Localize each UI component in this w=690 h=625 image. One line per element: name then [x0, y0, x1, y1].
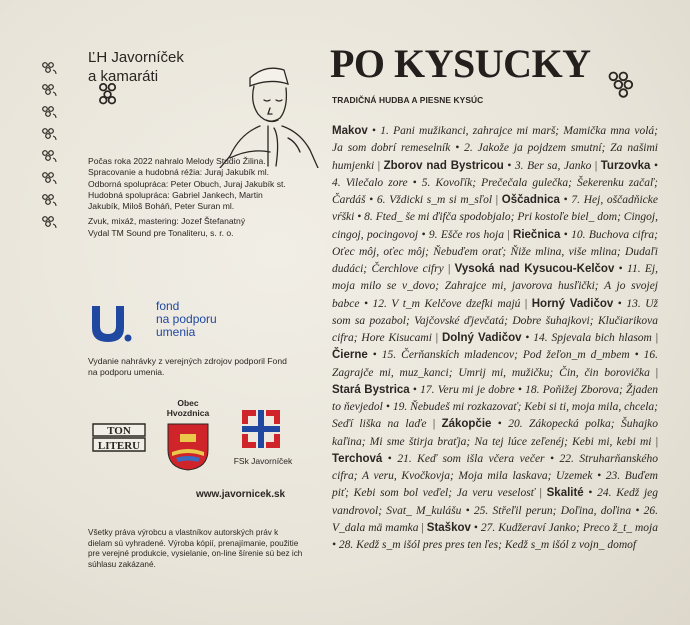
place-name: Terchová: [332, 452, 383, 465]
place-name: Stará Bystrica: [332, 383, 410, 396]
song-list: 7. Hej, oščadňicke vŕški • 8. Fted_ še mi ďifča spodobjalo; Pri kostoľe biel_ dom; Cingoj, cingoj, pocingovoj • 9. Ešče ros hoja: [332, 194, 658, 241]
place-name: Skalité: [546, 487, 584, 500]
album-subtitle: TRADIČNÁ HUDBA A PIESNE KYSÚC: [332, 95, 484, 105]
obec-coat-of-arms-icon: [166, 422, 210, 472]
place-name: Dolný Vadičov: [441, 332, 522, 344]
place-name: Zákopčie: [441, 418, 492, 431]
fund-name: fond na podporu umenia: [156, 299, 217, 339]
support-note: Vydanie nahrávky z verejných zdrojov podporil Fond na podporu umenia.: [88, 356, 287, 378]
group-name-line2: a kamaráti: [88, 68, 159, 85]
place-name: Staškov: [426, 521, 471, 534]
song-list: 13. Už som sa pozabol; Vajčovské ďjevčatá; Dobre šuhajkovi; Klučiarikova cifra; Hore Kisucami: [332, 297, 658, 344]
song-list: 3. Ber sa, Janko: [514, 159, 592, 172]
tonaliteru-text-top: TON: [107, 425, 131, 437]
song-list: 27. Kudžeraví Janko; Preco ž_t_ moja • 28. Kedž s_m išól pres pres ten ľes; Kedž s_m išól z vojn_ domof: [332, 521, 659, 551]
fund-logo-icon: [88, 300, 132, 344]
credits-block: [88, 156, 288, 243]
song-list: 20. Zákopecká polka; Šuhajko kaľina; Mi sme štirja braťja; Na tej lúce zeľenéj; Kebi mi, kebi mi: [332, 418, 659, 448]
place-name: Oščadnica: [501, 194, 560, 206]
grape-ornament-icon: [40, 214, 58, 232]
credit-line: Vydal TM Sound pre Tonaliteru, s. r. o.: [88, 227, 234, 238]
song-list: 10. Buchova cifra; Oťec môj, oťec môj; Ňebuďem orať; Ňiže mlina, više mlina; Dudaľi dudáci; Čerchlove cifry: [332, 228, 658, 275]
song-list: 15. Čerňanskích mladencov; Pod žeľon_m d_mbem • 16. Zagrajče mi, muz_kanci; Umrij mi, mužičku; Čin, čin borovička: [332, 349, 659, 379]
place-name: Čierne: [332, 349, 368, 362]
place-name: Zborov nad Bystricou: [383, 159, 504, 172]
grape-ornament-icon: [40, 82, 58, 100]
song-list: 1. Pani mužikanci, zahrajce mi marš; Mamička mna volá; Ja som dobrí remeselník • 2. Jakože ja pojdzem smutní; Za našimi humjenki: [332, 125, 659, 172]
place-name: Riečnica: [513, 228, 561, 241]
place-name: Turzovka: [600, 159, 651, 172]
group-name: [88, 48, 184, 86]
musician-portrait-illustration: [210, 48, 325, 168]
grape-ornament-icon: [40, 192, 58, 210]
credit-line: Počas roka 2022 nahralo Melody Studio Žilina.: [88, 156, 266, 166]
rights-notice: Všetky práva výrobcu a vlastníkov autorských práv k dielam sú vyhradené. Výroba kópií, prenajímanie, použitie pre verejné produkcie, vysielanie, on-line šírenie sú bez ich súhlasu zakázané.: [88, 528, 303, 569]
website-link[interactable]: www.javornicek.sk: [196, 489, 286, 500]
grape-ornament-icon: [40, 126, 58, 144]
song-list: 14. Spjevala bich hlasom: [533, 332, 652, 344]
song-list: 21. Keď som išla včera večer • 22. Struharňanského cifra; A veru, Kvočkovja; Moja mila laskava; Uzemek • 23. Buďem piť; Kebi som bol veďel; Ja veru veselosť: [332, 452, 659, 500]
credit-line: Odborná spolupráca: Peter Obuch, Juraj Jakubík st.: [88, 178, 286, 189]
group-name-line1: ĽH Javorníček: [88, 49, 184, 66]
grape-ornament-icon: [40, 104, 58, 122]
partner-logos: [88, 398, 298, 478]
song-list: 24. Kedž jeg vandrovol; Svat_ M_kulášu • 25. Střeľil perun; Doľina, doľina • 26. V_dala mä mamka: [332, 487, 658, 534]
credit-line: Hudobná spolupráca: Gabriel Jankech, Martin Jakubík, Miloš Boháň, Peter Suran ml.: [88, 189, 263, 212]
fsk-label: FSk Javorníček: [233, 456, 293, 466]
place-name: Makov: [332, 125, 368, 137]
grape-ornament-icon: [40, 170, 58, 188]
place-name: Horný Vadičov: [531, 297, 614, 310]
credit-line: Zvuk, mixáž, mastering: Jozef Štefanatný: [88, 216, 246, 227]
album-title: PO KYSUCKY: [330, 41, 591, 86]
obec-label: Obec Hvozdnica: [166, 398, 210, 418]
grape-ornament-icon: [40, 60, 58, 78]
song-list: 4. Vilečalo zore • 5. Kovoľík; Prečečala gulečka; Šekerenku začaľ; Čardáš • 6. Vždicki s_m si m_sľol: [332, 176, 658, 206]
credit-line: Spracovanie a hudobná réžia: Juraj Jakubík ml.: [88, 167, 270, 178]
grape-ornament-icon: [605, 68, 635, 98]
tonaliteru-text-bottom: LITERU: [97, 440, 141, 452]
fsk-javornicek-logo-icon: [240, 408, 282, 450]
song-list: 17. Veru mi je dobre • 18. Poňižej Zborova; Žjaden to ňevjedol • 19. Ňebudeš mi rozkazovať; Kebi si ti, moja mila, chcela; Seďí liška na laďe: [332, 383, 658, 431]
grape-ornament-icon: [40, 148, 58, 166]
tonaliteru-logo: [90, 420, 148, 454]
tracklist: Makov • 1. Pani mužikanci, zahrajce mi marš; Mamička mna volá; Ja som dobrí remeselník • 2. Jakože ja pojdzem smutní; Za našimi humjenki | Zborov nad Bystricou • 3. Ber sa, Janko | Turzovka • 4. Vilečalo zore • 5. Kovoľík; Prečečala gulečka; Šekerenku začaľ; Čardáš • 6. Vždicki s_m si m_sľol | Oščadnica • 7. Hej, oščadňicke vŕški • 8. Fted_ še mi ďifča spodobjalo; Pri kostoľe biel_ dom; Cingoj, cingoj, pocingovoj • 9. Ešče ros hoja | Riečnica • 10. Buchova cifra; Oťec môj, oťec môj; Ňebuďem orať; Ňiže mlina, više mlina; Dudaľi dudáci; Čerchlove cifry | Vysoká nad Kysucou-Kelčov • 11. Ej, moja milo se v_dovo; Zahrajce mi, javorova husľički; A jo svojej babce • 12. V t_m Kelčove dzefki majú | Horný Vadičov • 13. Už som sa pozabol; Vajčovské ďjevčatá; Dobre šuhajkovi; Klučiarikova cifra; Hore Kisucami | Dolný Vadičov • 14. Spjevala bich hlasom | Čierne • 15. Čerňanskích mladencov; Pod žeľon_m d_mbem • 16. Zagrajče mi, muz_kanci; Umrij mi, mužičku; Čin, čin borovička | Stará Bystrica • 17. Veru mi je dobre • 18. Poňižej Zborova; Žjaden to ňevjedol • 19. Ňebudeš mi rozkazovať; Kebi si ti, moja mila, chcela; Seďí liška na laďe | Zákopčie • 20. Zákopecká polka; Šuhajko kaľina; Mi sme štirja braťja; Na tej lúce zeľenéj; Kebi mi, kebi mi | Terchová • 21. Keď som išla včera večer • 22. Struharňanského cifra; A veru, Kvočkovja; Moja mila laskava; Uzemek • 23. Buďem piť; Kebi som bol veďel; Ja veru veselosť | Skalité • 24. Kedž jeg vandrovol; Svat_ M_kulášu • 25. Střeľil perun; Doľina, doľina • 26. V_dala mä mamka | Staškov • 27. Kudžeraví Janko; Preco ž_t_ moja • 28. Kedž s_m išól pres pres ten ľes; Kedž s_m išól z vojn_ domof: [332, 125, 659, 551]
place-name: Vysoká nad Kysucou-Kelčov: [454, 263, 615, 275]
song-list: 11. Ej, moja milo se v_dovo; Zahrajce mi, javorova husľički; A jo svojej babce • 12. V t_m Kelčove dzefki majú: [332, 263, 658, 310]
